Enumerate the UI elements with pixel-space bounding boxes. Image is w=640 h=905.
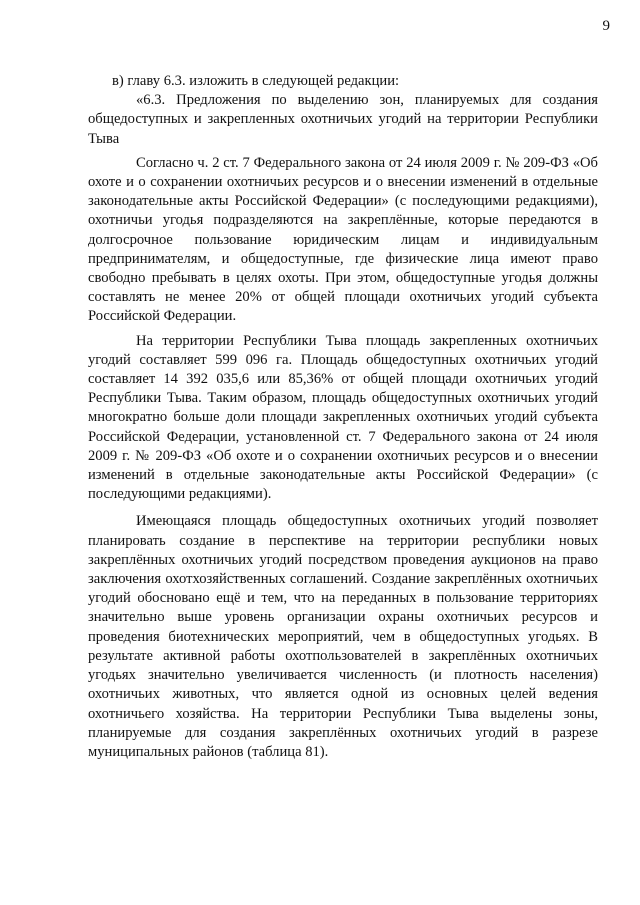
paragraph-planning: Имеющаяся площадь общедоступных охотничьих угодий позволяет планировать создание в перспективе на территории республики новых закреплённых охотничьих угодий посредством проведения аукционов на право заключения охотхозяйственных соглашений. Создание закреплённых охотничьих угодий обосновано ещё и тем, что на переданных в пользование территориях значительно выше уровень организации охраны охотничьих ресурсов и проведения биотехнических мероприятий, чем в общедоступных угодьях. В результате активной работы охотпользователей в закреплённых охотничьих угодьях значительно увеличивается численность (и плотность населения) охотничьих животных, что является одной из основных целей ведения охотничьего хозяйства. На территории Республики Тыва выделены зоны, планируемые для создания закреплённых охотничьих угодий в разрезе муниципальных районов (таблица 81). [88,513,598,760]
paragraph-legal-basis: Согласно ч. 2 ст. 7 Федерального закона от 24 июля 2009 г. № 209-ФЗ «Об охоте и о сохранении охотничьих ресурсов и о внесении изменений в отдельные законодательные акты Российской Федерации» (с последующими редакциями), охотничьи угодья подразделяются на закреплённые, которые передаются в долгосрочное пользование юридическим лицам и индивидуальным предпринимателям, и общедоступные, где физические лица имеют право свободно пребывать в целях охоты. При этом, общедоступные угодья должны составлять не менее 20% от общей площади охотничьих угодий субъекта Российской Федерации. [88,154,598,325]
page-number: 9 [602,18,610,34]
intro-line: в) главу 6.3. изложить в следующей редакции: [112,73,400,89]
paragraph-area-statistics: На территории Республики Тыва площадь закрепленных охотничьих угодий составляет 599 096 га. Площадь общедоступных охотничьих угодий составляет 14 392 035,6 или 85,36% от общей площади охотничьих угодий Республики Тыва. Таким образом, площадь общедоступных охотничьих угодий многократно больше доли площади закрепленных охотничьих угодий субъекта Российской Федерации, установленной ст. 7 Федерального закона от 24 июля 2009 г. № 209-ФЗ «Об охоте и о сохранении охотничьих ресурсов и о внесении изменений в отдельные законодательные акты Российской Федерации» (с последующими редакциями). [88,332,598,503]
document-body [88,72,598,762]
section-heading: «6.3. Предложения по выделению зон, планируемых для создания общедоступных и закрепленных охотничьих угодий на территории Республики Тыва [88,92,598,147]
